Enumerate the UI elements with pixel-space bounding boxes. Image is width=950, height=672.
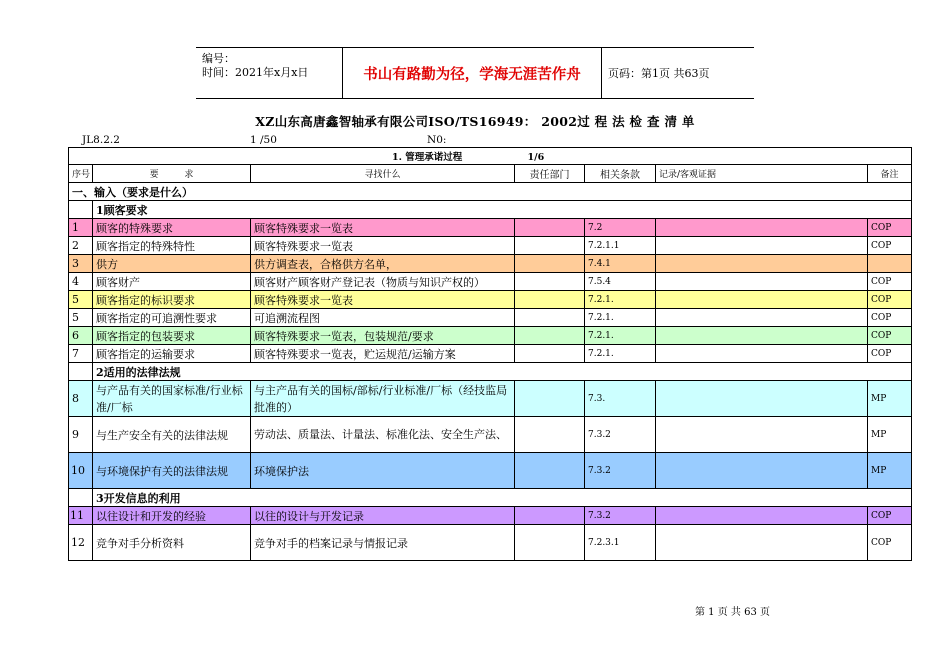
row-clause: 7.3.2 xyxy=(585,453,656,489)
header-page-info: 页码：第1页 共63页 xyxy=(608,67,710,80)
row-no: 10 xyxy=(69,453,93,489)
code-label: 编号： xyxy=(202,52,235,65)
table-row xyxy=(69,327,912,345)
row-evidence xyxy=(656,255,868,273)
row-dept xyxy=(515,453,585,489)
row-note: MP xyxy=(868,417,912,453)
row-dept xyxy=(515,327,585,345)
row-evidence xyxy=(656,291,868,309)
row-clause: 7.2.1. xyxy=(585,309,656,327)
row-evidence xyxy=(656,507,868,525)
table-row xyxy=(69,525,912,561)
row-dept xyxy=(515,273,585,291)
row-find: 顾客特殊要求一览表 xyxy=(251,219,515,237)
row-evidence xyxy=(656,273,868,291)
group-title-row xyxy=(69,201,912,219)
row-no: 5 xyxy=(69,291,93,309)
table-row xyxy=(69,453,912,489)
row-req: 顾客指定的包装要求 xyxy=(93,327,251,345)
table-row xyxy=(69,273,912,291)
row-note: MP xyxy=(868,381,912,417)
row-note xyxy=(868,255,912,273)
header-clause: 相关条款 xyxy=(585,165,656,183)
table-row xyxy=(69,309,912,327)
row-find: 顾客特殊要求一览表，包装规范/要求 xyxy=(251,327,515,345)
header-evidence: 记录/客观证据 xyxy=(656,165,868,183)
row-find: 顾客特殊要求一览表 xyxy=(251,291,515,309)
row-clause: 7.2 xyxy=(585,219,656,237)
row-evidence xyxy=(656,309,868,327)
row-req: 以往设计和开发的经验 xyxy=(93,507,251,525)
row-dept xyxy=(515,417,585,453)
table-row xyxy=(69,219,912,237)
header-req: 要 求 xyxy=(93,165,251,183)
row-dept xyxy=(515,345,585,363)
time-label: 时间：2021年x月x日 xyxy=(202,66,309,79)
row-note: COP xyxy=(868,237,912,255)
row-note: COP xyxy=(868,291,912,309)
row-evidence xyxy=(656,327,868,345)
row-note: COP xyxy=(868,525,912,561)
group-title: 3开发信息的利用 xyxy=(93,489,912,507)
row-req: 顾客指定的特殊特性 xyxy=(93,237,251,255)
section-row xyxy=(69,183,912,201)
row-no: 9 xyxy=(69,417,93,453)
page-footer: 第 1 页 共 63 页 xyxy=(695,607,770,618)
row-dept xyxy=(515,255,585,273)
row-note: COP xyxy=(868,309,912,327)
row-clause: 7.2.1. xyxy=(585,345,656,363)
row-no: 12 xyxy=(69,525,93,561)
doc-number: JL8.2.2 xyxy=(82,134,120,146)
header-search: 寻找什么 xyxy=(251,165,515,183)
row-req: 顾客指定的运输要求 xyxy=(93,345,251,363)
row-find: 竞争对手的档案记录与情报记录 xyxy=(251,525,515,561)
row-note: COP xyxy=(868,219,912,237)
row-dept xyxy=(515,219,585,237)
row-clause: 7.5.4 xyxy=(585,273,656,291)
row-find: 以往的设计与开发记录 xyxy=(251,507,515,525)
row-req: 顾客指定的标识要求 xyxy=(93,291,251,309)
table-row xyxy=(69,345,912,363)
row-find: 供方调查表，合格供方名单， xyxy=(251,255,515,273)
row-clause: 7.3.2 xyxy=(585,417,656,453)
header-note: 备注 xyxy=(868,165,912,183)
row-req: 与产品有关的国家标准/行业标准/厂标 xyxy=(93,381,251,417)
checklist-table xyxy=(68,147,912,561)
row-evidence xyxy=(656,237,868,255)
row-req: 顾客财产 xyxy=(93,273,251,291)
process-page: 1/6 xyxy=(527,152,545,163)
row-no: 11 xyxy=(69,507,93,525)
row-req: 与生产安全有关的法律法规 xyxy=(93,417,251,453)
row-no: 3 xyxy=(69,255,93,273)
table-row xyxy=(69,417,912,453)
row-req: 顾客指定的可追溯性要求 xyxy=(93,309,251,327)
table-row xyxy=(69,381,912,417)
header-dept: 责任部门 xyxy=(515,165,585,183)
process-title: 1. 管理承诺过程 xyxy=(392,152,463,163)
header-seq: 序号 xyxy=(69,165,93,183)
group-title: 2适用的法律法规 xyxy=(93,363,912,381)
row-no: 8 xyxy=(69,381,93,417)
row-dept xyxy=(515,291,585,309)
row-evidence xyxy=(656,381,868,417)
table-row xyxy=(69,255,912,273)
doc-page: 1 /50 xyxy=(250,134,277,146)
row-find: 可追溯流程图 xyxy=(251,309,515,327)
row-dept xyxy=(515,309,585,327)
no-label: N0: xyxy=(427,134,447,146)
table-row xyxy=(69,291,912,309)
row-find: 顾客财产顾客财产登记表（物质与知识产权的） xyxy=(251,273,515,291)
process-title-row xyxy=(69,148,912,165)
row-no: 2 xyxy=(69,237,93,255)
row-evidence xyxy=(656,453,868,489)
header-meta xyxy=(202,52,308,80)
row-clause: 7.4.1 xyxy=(585,255,656,273)
row-find: 环境保护法 xyxy=(251,453,515,489)
row-dept xyxy=(515,237,585,255)
row-clause: 7.3.2 xyxy=(585,507,656,525)
row-find: 顾客特殊要求一览表，贮运规范/运输方案 xyxy=(251,345,515,363)
row-clause: 7.2.1. xyxy=(585,291,656,309)
row-find: 劳动法、质量法、计量法、标准化法、安全生产法、 xyxy=(251,417,515,453)
table-row xyxy=(69,237,912,255)
group-title: 1顾客要求 xyxy=(93,201,912,219)
document-header xyxy=(196,47,754,99)
row-clause: 7.3. xyxy=(585,381,656,417)
row-no: 7 xyxy=(69,345,93,363)
table-row xyxy=(69,507,912,525)
group-title-row xyxy=(69,363,912,381)
row-note: COP xyxy=(868,273,912,291)
group-title-row xyxy=(69,489,912,507)
row-req: 顾客的特殊要求 xyxy=(93,219,251,237)
row-evidence xyxy=(656,219,868,237)
row-no: 6 xyxy=(69,327,93,345)
row-no: 4 xyxy=(69,273,93,291)
row-dept xyxy=(515,507,585,525)
row-evidence xyxy=(656,345,868,363)
header-slogan: 书山有路勤为径，学海无涯苦作舟 xyxy=(342,48,602,98)
row-no: 5 xyxy=(69,309,93,327)
row-note: MP xyxy=(868,453,912,489)
row-clause: 7.2.3.1 xyxy=(585,525,656,561)
row-req: 供方 xyxy=(93,255,251,273)
row-dept xyxy=(515,381,585,417)
row-find: 与主产品有关的国标/部标/行业标准/厂标（经技监局批准的） xyxy=(251,381,515,417)
row-req: 与环境保护有关的法律法规 xyxy=(93,453,251,489)
row-evidence xyxy=(656,525,868,561)
row-clause: 7.2.1. xyxy=(585,327,656,345)
row-note: COP xyxy=(868,345,912,363)
column-header-row xyxy=(69,165,912,183)
document-title: XZ山东高唐鑫智轴承有限公司ISO/TS16949： 2002过 程 法 检 查 清 单 xyxy=(255,114,695,129)
row-clause: 7.2.1.1 xyxy=(585,237,656,255)
row-no: 1 xyxy=(69,219,93,237)
section-input: 一、输入（要求是什么） xyxy=(69,183,912,201)
row-evidence xyxy=(656,417,868,453)
row-note: COP xyxy=(868,327,912,345)
row-dept xyxy=(515,525,585,561)
row-note: COP xyxy=(868,507,912,525)
row-req: 竞争对手分析资料 xyxy=(93,525,251,561)
row-find: 顾客特殊要求一览表 xyxy=(251,237,515,255)
